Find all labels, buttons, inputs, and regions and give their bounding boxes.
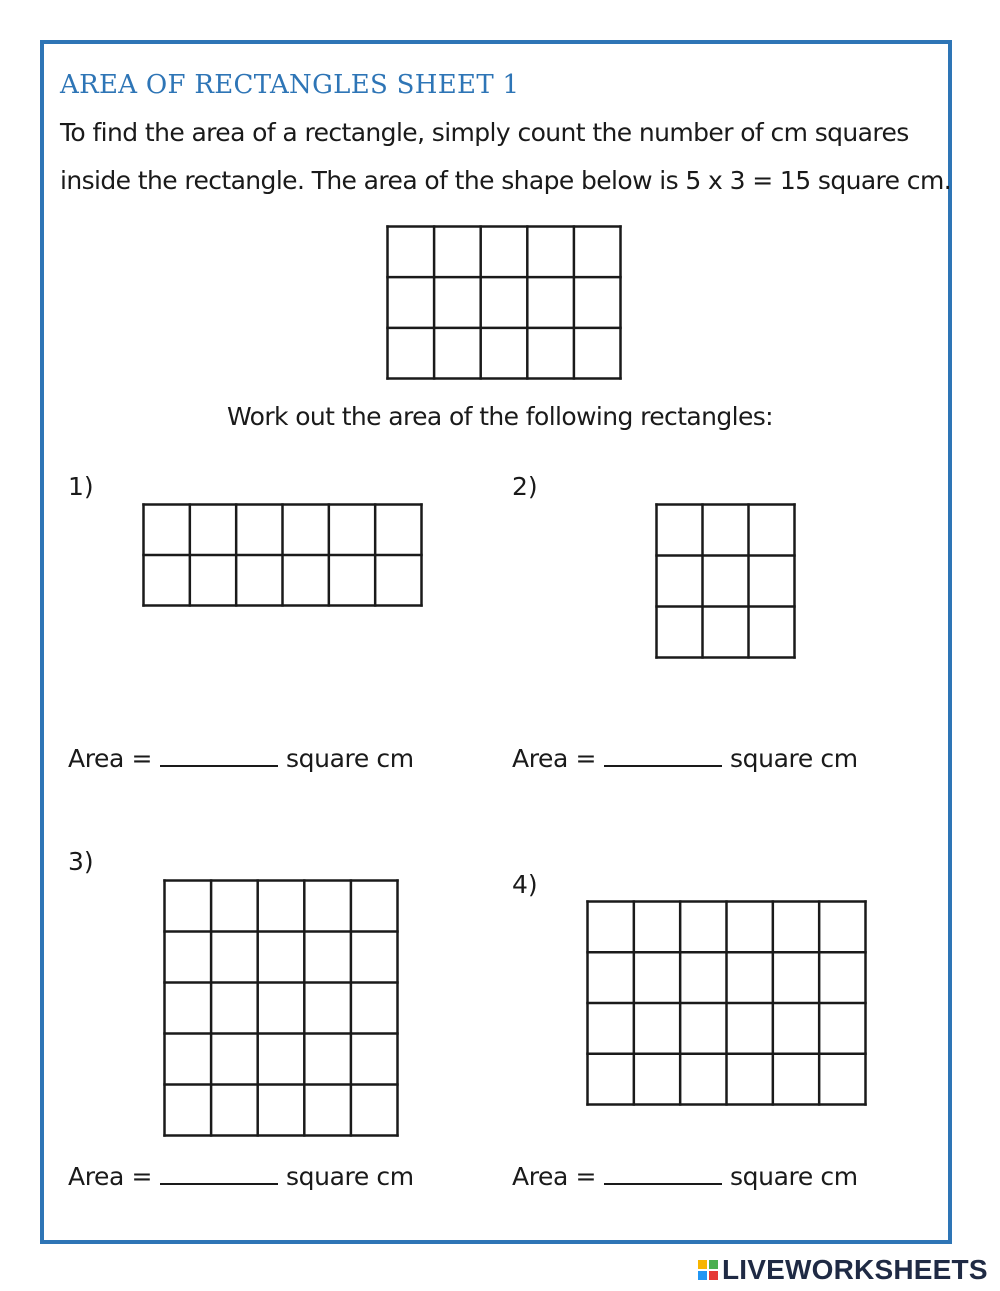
question-4-rectangle-grid: [586, 900, 867, 1106]
example-rectangle-grid: [386, 225, 622, 380]
area-label: Area =: [68, 744, 153, 773]
intro-line-2: inside the rectangle. The area of the shape below is 5 x 3 = 15 square cm.: [60, 166, 952, 195]
area-label: Area =: [512, 744, 597, 773]
instruction-text: Work out the area of the following rectangles:: [226, 402, 774, 431]
question-2-answer-row: [512, 744, 858, 773]
worksheet-title: AREA OF RECTANGLES SHEET 1: [60, 70, 520, 100]
unit-label: square cm: [286, 744, 414, 773]
area-label: Area =: [68, 1162, 153, 1191]
logo-text: LIVEWORKSHEETS: [722, 1254, 988, 1285]
question-4-number: 4): [512, 870, 538, 899]
question-2-number: 2): [512, 472, 538, 501]
question-3-rectangle-grid: [163, 879, 399, 1137]
question-1-answer-blank[interactable]: [160, 745, 278, 767]
liveworksheets-logo[interactable]: [698, 1254, 988, 1286]
question-2-rectangle-grid: [655, 503, 796, 659]
unit-label: square cm: [730, 744, 858, 773]
question-4-answer-row: [512, 1162, 858, 1191]
question-1-rectangle-grid: [142, 503, 423, 607]
question-3-answer-blank[interactable]: [160, 1163, 278, 1185]
intro-line-1: To find the area of a rectangle, simply count the number of cm squares: [60, 118, 909, 147]
question-3-answer-row: [68, 1162, 414, 1191]
logo-blocks-icon: [698, 1260, 718, 1280]
question-1-number: 1): [68, 472, 94, 501]
area-label: Area =: [512, 1162, 597, 1191]
question-2-answer-blank[interactable]: [604, 745, 722, 767]
question-3-number: 3): [68, 847, 94, 876]
unit-label: square cm: [730, 1162, 858, 1191]
question-1-answer-row: [68, 744, 414, 773]
unit-label: square cm: [286, 1162, 414, 1191]
question-4-answer-blank[interactable]: [604, 1163, 722, 1185]
